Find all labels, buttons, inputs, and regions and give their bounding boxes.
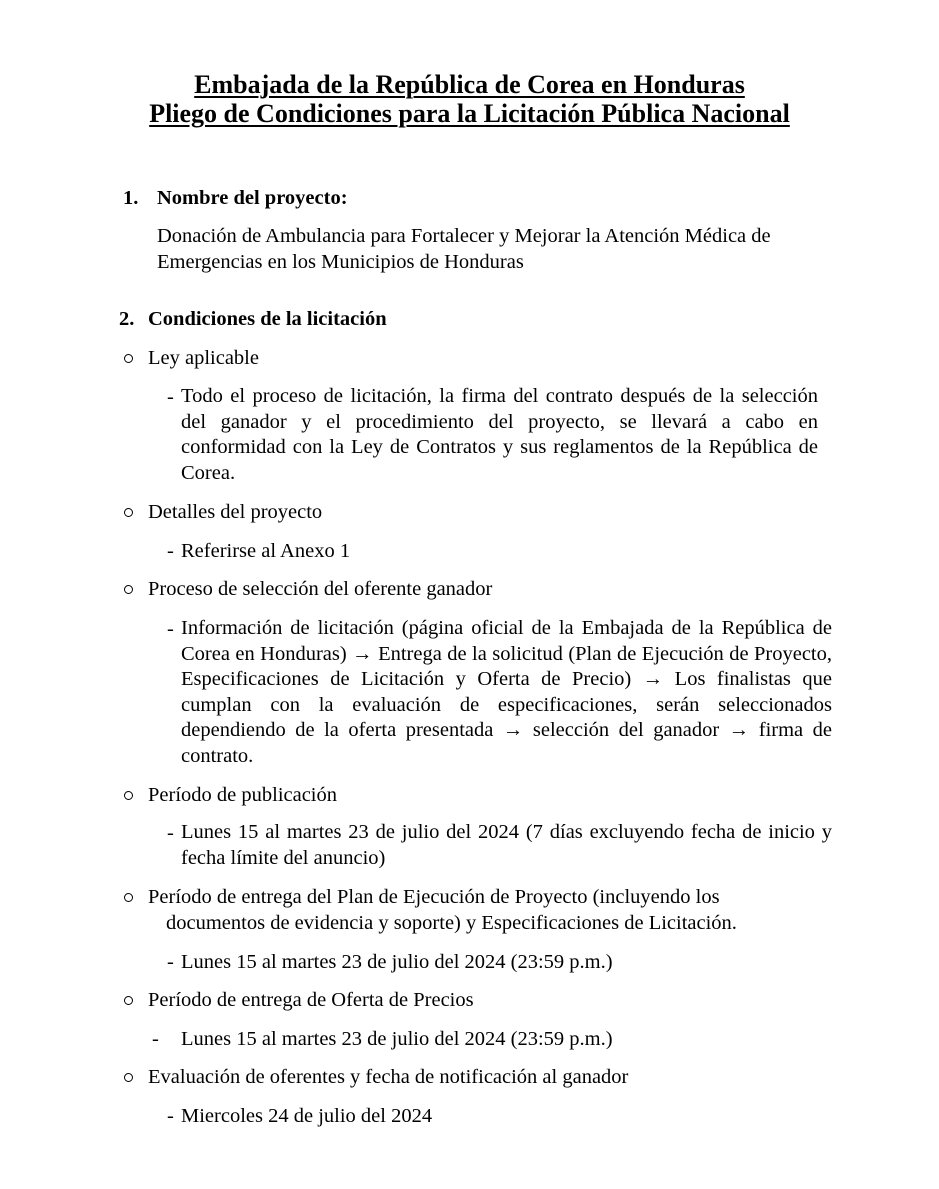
dash-icon: -: [167, 951, 174, 973]
item-label-proceso: Proceso de selección del oferente ganador: [148, 578, 493, 600]
dash-icon: -: [167, 618, 174, 640]
bullet-circle-icon: [124, 893, 133, 902]
item-label-oferta-precios: Período de entrega de Oferta de Precios: [148, 989, 474, 1011]
bullet-circle-icon: [124, 996, 133, 1005]
item-text-oferta-precios: Lunes 15 al martes 23 de julio del 2024 (23:59 p.m.): [181, 1028, 613, 1050]
item-label-entrega-plan-line1: Período de entrega del Plan de Ejecución de Proyecto (incluyendo los: [148, 886, 720, 908]
item-label-detalles: Detalles del proyecto: [148, 501, 323, 523]
item-label-ley-aplicable: Ley aplicable: [148, 347, 259, 369]
project-name-line2: Emergencias en los Municipios de Honduras: [157, 251, 524, 273]
item-text-detalles: Referirse al Anexo 1: [181, 540, 351, 562]
dash-icon: -: [152, 1028, 159, 1050]
item-text-ley-aplicable: Todo el proceso de licitación, la firma del contrato después de la selección del ganador y el procedimiento del proyecto, se llevará a cabo en conformidad con la Ley de Contratos y sus reglamentos de la República de Corea.: [181, 385, 818, 484]
item-text-proceso: Información de licitación (página oficial de la Embajada de la República de Corea en Honduras) → Entrega de la solicitud (Plan de Ejecución de Proyecto, Especificaciones de Licitación y Oferta de Precio) → Los finalistas que cumplan con la evaluación de especificaciones, serán seleccionados dependiendo de la oferta presentada → selección del ganador → firma de contrato.: [181, 617, 832, 767]
item-text-evaluacion: Miercoles 24 de julio del 2024: [181, 1105, 433, 1127]
bullet-circle-icon: [124, 791, 133, 800]
dash-icon: -: [167, 1105, 174, 1127]
document-title-line1: Embajada de la República de Corea en Honduras: [194, 70, 745, 99]
item-label-evaluacion: Evaluación de oferentes y fecha de notificación al ganador: [148, 1066, 629, 1088]
item-text-publicacion: Lunes 15 al martes 23 de julio del 2024 (7 días excluyendo fecha de inicio y fecha límite del anuncio): [181, 821, 832, 869]
item-label-entrega-plan-line2: documentos de evidencia y soporte) y Especificaciones de Licitación.: [166, 912, 737, 934]
item-label-publicacion: Período de publicación: [148, 784, 338, 806]
bullet-circle-icon: [124, 354, 133, 363]
item-text-entrega-plan: Lunes 15 al martes 23 de julio del 2024 (23:59 p.m.): [181, 951, 613, 973]
dash-icon: -: [167, 822, 174, 844]
section1-number: 1.: [123, 187, 139, 209]
bullet-circle-icon: [124, 585, 133, 594]
document-title-line2: Pliego de Condiciones para la Licitación Pública Nacional: [149, 99, 790, 128]
section1-heading: Nombre del proyecto:: [157, 187, 348, 209]
dash-icon: -: [167, 540, 174, 562]
section2-heading: Condiciones de la licitación: [148, 308, 387, 330]
bullet-circle-icon: [124, 508, 133, 517]
bullet-circle-icon: [124, 1073, 133, 1082]
project-name-line1: Donación de Ambulancia para Fortalecer y Mejorar la Atención Médica de: [157, 225, 771, 247]
section2-number: 2.: [119, 308, 135, 330]
dash-icon: -: [167, 386, 174, 408]
